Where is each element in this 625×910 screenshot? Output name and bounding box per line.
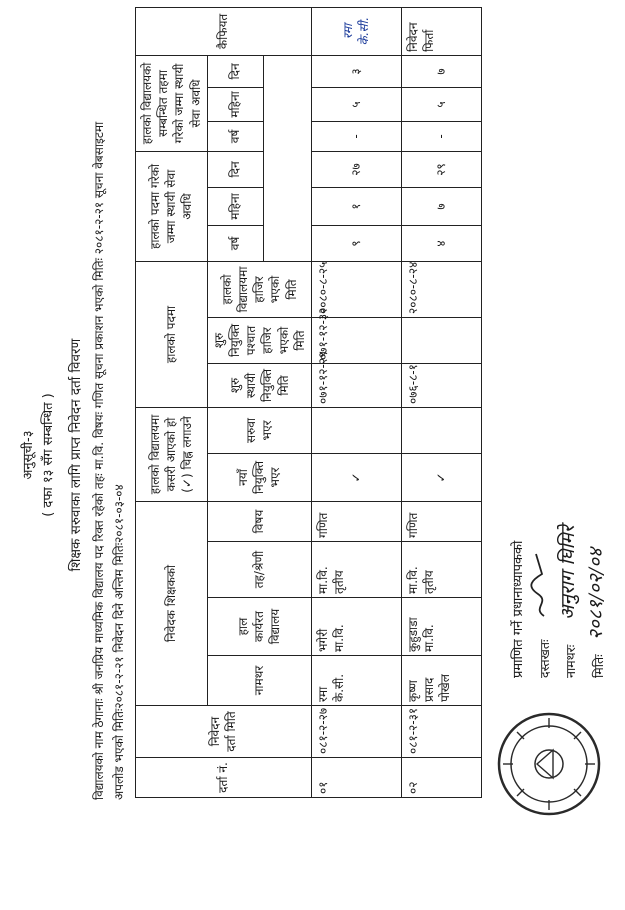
row-school-day: ३ bbox=[311, 55, 401, 87]
header-name: नामथर bbox=[207, 656, 311, 706]
row-perm-month: १ bbox=[311, 187, 401, 225]
row-first-present-date bbox=[401, 317, 481, 363]
row-remarks: निवेदन फिर्ता bbox=[401, 7, 481, 55]
header-subject: विषय bbox=[207, 501, 311, 541]
row-name: रमा के.सी. bbox=[311, 656, 401, 706]
signature-label: दस्तखतः bbox=[537, 639, 552, 678]
header-school-service: हालको विद्यालयको सम्बन्धित तहमा गरेको जम्मा स्थायी सेवा अवधि bbox=[136, 55, 208, 151]
header-remarks: कैफियत bbox=[136, 7, 312, 55]
principal-name: अनुराग घिमिरे bbox=[557, 525, 579, 620]
row-date: ०८१-२-२७ bbox=[311, 706, 401, 758]
header-perm-month: महिना bbox=[207, 187, 264, 225]
name-label: नामथरः bbox=[563, 644, 578, 678]
annex-title: अनुसूची-३ bbox=[21, 430, 36, 480]
registration-table bbox=[135, 7, 482, 798]
header-transfer: सरुवा भएर bbox=[207, 407, 311, 453]
row-level: मा.वि. तृतीय bbox=[311, 542, 401, 598]
handwritten-signature-icon bbox=[528, 550, 552, 620]
header-how-arrived: हालको विद्यालयमा कसरी आएको हो (✓) चिह्न लगाउने bbox=[136, 407, 208, 501]
row-date: ०८१-२-३१ bbox=[401, 706, 481, 758]
header-school-day: दिन bbox=[207, 55, 264, 87]
row-new-appointment-mark: ✓ bbox=[311, 453, 401, 501]
school-info-line-1: विद्यालयको नाम ठेगानाः श्री जनप्रिय माध्यमिक विद्यालय पद रिक्त रहेको तहः मा.वि. विषयः गणित सूचना प्रकाशन भएको मितिः २०८१-२-२१ सूचना वेबसाइटमा bbox=[92, 121, 106, 800]
table-row bbox=[401, 7, 481, 797]
header-school-month: महिना bbox=[207, 87, 264, 121]
table-row bbox=[311, 7, 401, 797]
row-school-year: - bbox=[311, 121, 401, 151]
row-school-present-date: २०८०-८-२४ bbox=[401, 261, 481, 317]
row-transfer-mark bbox=[311, 407, 401, 453]
header-new-appointment: नयाँ नियुक्ति भएर bbox=[207, 453, 311, 501]
header-level: तह/श्रेणी bbox=[207, 542, 311, 598]
header-current-school: हाल कार्यरत विद्यालय bbox=[207, 598, 311, 656]
header-first-permanent-date: शुरु स्थायी नियुक्ति मिति bbox=[207, 363, 311, 407]
row-perm-month: ७ bbox=[401, 187, 481, 225]
row-new-appointment-mark: ✓ bbox=[401, 453, 481, 501]
certify-label: प्रमाणित गर्ने प्रधानाध्यापकको bbox=[511, 540, 526, 678]
row-school-month: ५ bbox=[401, 87, 481, 121]
row-level: मा.वि. तृतीय bbox=[401, 542, 481, 598]
row-school-day: ७ bbox=[401, 55, 481, 87]
row-perm-day: २९ bbox=[401, 151, 481, 187]
header-permanent-service: हालको पदमा गरेको जम्मा स्थायी सेवा अवधि bbox=[136, 151, 208, 261]
row-remarks-signature: रमा के.सी. bbox=[311, 7, 401, 55]
row-perm-day: २७ bbox=[311, 151, 401, 187]
row-subject: गणित bbox=[401, 501, 481, 541]
header-perm-year: वर्ष bbox=[207, 225, 264, 261]
row-school: कुहुडाडा मा.वि. bbox=[401, 598, 481, 656]
header-date: निवेदन दर्ता मिति bbox=[136, 706, 312, 758]
header-first-present-date: शुरु नियुक्ति पश्चात हाजिर भएको मिति bbox=[207, 317, 311, 363]
row-first-permanent-date: ०७६-८-१ bbox=[401, 363, 481, 407]
row-school-month: ५ bbox=[311, 87, 401, 121]
date-label: मितिः bbox=[591, 654, 606, 678]
header-perm-day: दिन bbox=[207, 151, 264, 187]
header-school-present-date: हालको विद्यालयमा हाजिर भएको मिति bbox=[207, 261, 311, 317]
school-info-line-2: अपलोड भएको मितिः२०८१-२-२१ निवेदन दिने अन्तिम मितिः२०८१-०३-०४ bbox=[112, 484, 126, 800]
certify-date: २०८१/०२/०४ bbox=[585, 548, 607, 640]
row-first-present-date: ०७१-१२-३० bbox=[311, 317, 401, 363]
row-name: कृष्ण प्रसाद पोखेल bbox=[401, 656, 481, 706]
row-first-permanent-date: ०७१-१२-२९ bbox=[311, 363, 401, 407]
row-perm-year: ९ bbox=[311, 225, 401, 261]
header-serial: दर्ता नं. bbox=[136, 758, 312, 798]
row-school-present-date: २०८०-८-२५ bbox=[311, 261, 401, 317]
row-subject: गणित bbox=[311, 501, 401, 541]
form-title: शिक्षक सरुवाका लागि प्राप्त निवेदन दर्ता विवरण bbox=[68, 338, 84, 572]
row-school-year: - bbox=[401, 121, 481, 151]
header-current-post: हालको पदमा bbox=[136, 261, 208, 407]
row-transfer-mark bbox=[401, 407, 481, 453]
row-serial: ०२ bbox=[401, 758, 481, 798]
row-school: भगेरी मा.वि. bbox=[311, 598, 401, 656]
header-school-year: वर्ष bbox=[207, 121, 264, 151]
header-applicant: निवेदक शिक्षकको bbox=[136, 501, 208, 705]
school-seal-icon bbox=[495, 710, 603, 818]
row-perm-year: ४ bbox=[401, 225, 481, 261]
header-spacer bbox=[264, 55, 311, 261]
rule-reference: ( दफा १३ सँग सम्बन्धित ) bbox=[41, 393, 56, 517]
row-serial: ०१ bbox=[311, 758, 401, 798]
